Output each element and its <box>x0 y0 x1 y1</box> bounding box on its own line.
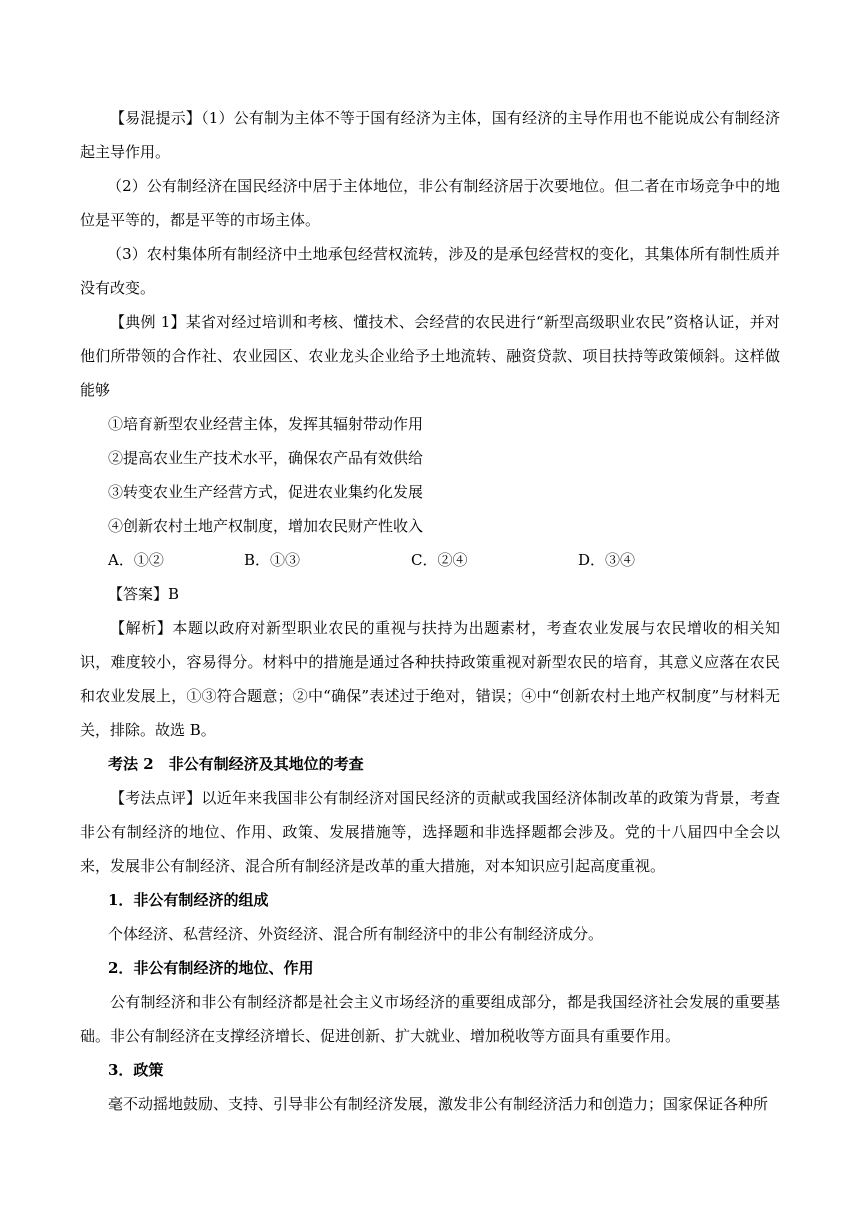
example-analysis: 【解析】本题以政府对新型职业农民的重视与扶持为出题素材，考查农业发展与农民增收的相关知识，难度较小，容易得分。材料中的措施是通过各种扶持政策重视对新型农民的培育，其意义应落在农民和农业发展上，①③符合题意；②中“确保”表述过于绝对，错误；④中“创新农村土地产权制度”与材料无关，排除。故选 B。 <box>80 619 780 739</box>
subheading-2: 2．非公有制经济的地位、作用 <box>108 959 314 977</box>
tip-paragraph-2: （2）公有制经济在国民经济中居于主体地位，非公有制经济居于次要地位。但二者在市场竞争中的地位是平等的，都是平等的市场主体。 <box>80 177 780 229</box>
subheading-3: 3．政策 <box>108 1061 164 1079</box>
example-item-4: ④创新农村土地产权制度，增加农民财产性收入 <box>108 517 424 535</box>
option-a: A．①② <box>108 551 164 569</box>
option-d: D．③④ <box>578 551 636 569</box>
subheading-1: 1．非公有制经济的组成 <box>108 891 269 909</box>
example-item-3: ③转变农业生产经营方式，促进农业集约化发展 <box>108 483 424 501</box>
subtext-2: 公有制经济和非公有制经济都是社会主义市场经济的重要组成部分，都是我国经济社会发展的重要基础。非公有制经济在支撑经济增长、促进创新、扩大就业、增加税收等方面具有重要作用。 <box>80 993 780 1045</box>
section-heading: 考法 2 非公有制经济及其地位的考查 <box>108 755 364 773</box>
option-c: C．②④ <box>411 551 468 569</box>
option-b: B．①③ <box>244 551 301 569</box>
section-review: 【考法点评】以近年来我国非公有制经济对国民经济的贡献或我国经济体制改革的政策为背景，考查非公有制经济的地位、作用、政策、发展措施等，选择题和非选择题都会涉及。党的十八届四中全会以来，发展非公有制经济、混合所有制经济是改革的重大措施，对本知识应引起高度重视。 <box>80 789 780 875</box>
example-question: 【典例 1】某省对经过培训和考核、懂技术、会经营的农民进行“新型高级职业农民”资格认证，并对他们所带领的合作社、农业园区、农业龙头企业给予土地流转、融资贷款、项目扶持等政策倾斜。这样做能够 <box>80 313 780 399</box>
example-answer: 【答案】B <box>108 585 180 603</box>
tip-paragraph-1: 【易混提示】（1）公有制为主体不等于国有经济为主体，国有经济的主导作用也不能说成公有制经济起主导作用。 <box>80 109 780 161</box>
example-item-2: ②提高农业生产技术水平，确保农产品有效供给 <box>108 449 424 467</box>
tip-paragraph-3: （3）农村集体所有制经济中土地承包经营权流转，涉及的是承包经营权的变化，其集体所有制性质并没有改变。 <box>80 245 780 297</box>
subtext-3: 毫不动摇地鼓励、支持、引导非公有制经济发展，激发非公有制经济活力和创造力；国家保证各种所 <box>108 1095 769 1113</box>
example-item-1: ①培育新型农业经营主体，发挥其辐射带动作用 <box>108 415 424 433</box>
subtext-1: 个体经济、私营经济、外资经济、混合所有制经济中的非公有制经济成分。 <box>108 925 604 943</box>
